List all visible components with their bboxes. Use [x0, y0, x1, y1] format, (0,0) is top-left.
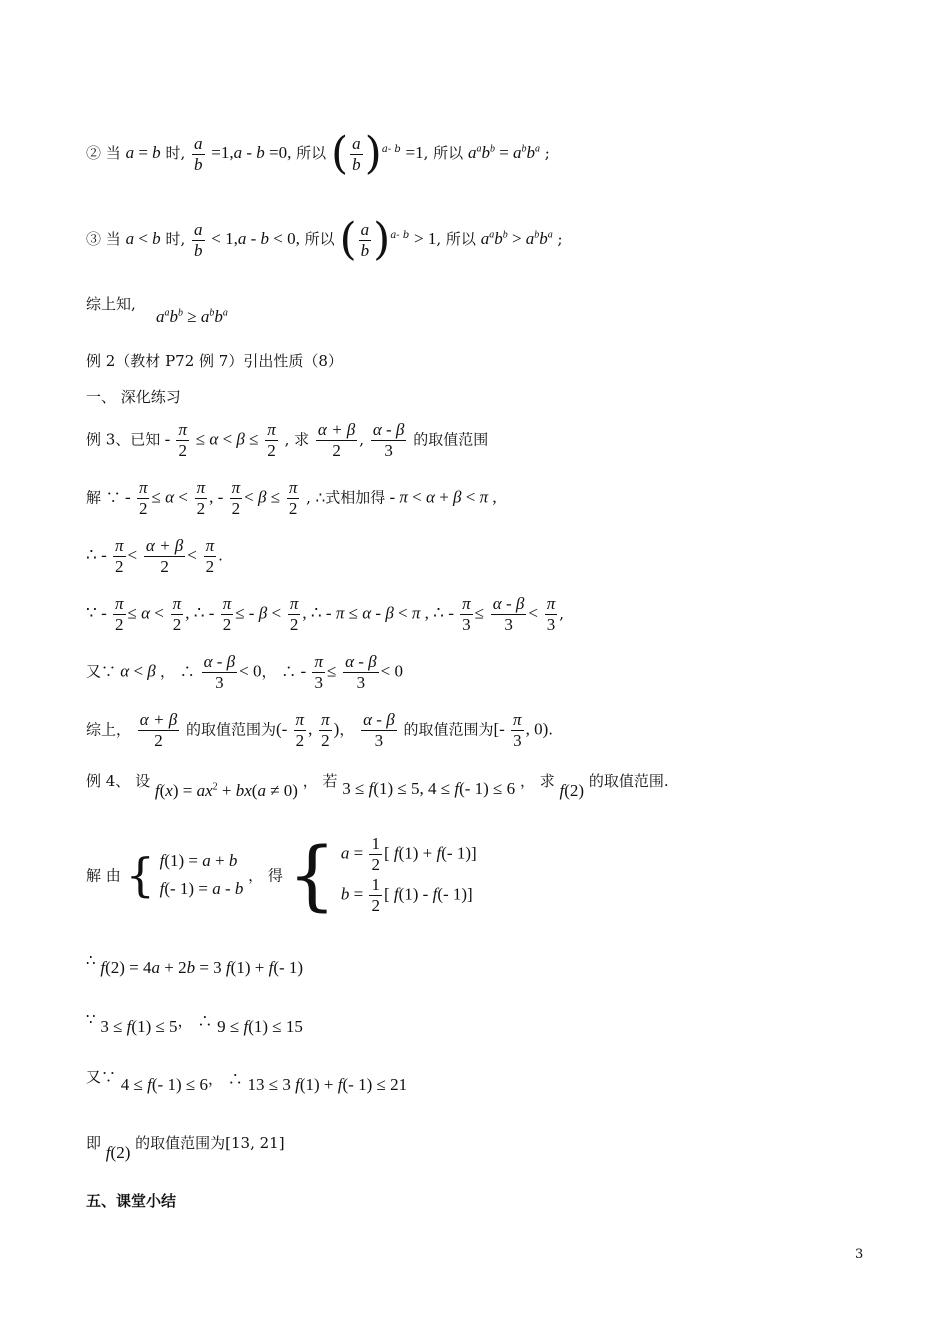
solution-4-line-1: ∴ f(2) = 4a + 2b = 3 f(1) + f(- 1): [86, 951, 304, 977]
solution-3-summary: 综上， $\frac{\alpha + \beta}{2}$ 的取值范围为(- $\frac{\pi}{2}$ , $\frac{\pi}{2}$ )， $\frac{\alpha - \beta}{3}$ 的取值范围为[- $\frac{\pi}{3}$ , 0).: [86, 710, 554, 750]
solution-3-line-4: 又∵ α < β ， ∴ $\frac{\alpha - \beta}{3}$ < 0， ∴ - $\frac{\pi}{3}$ ≤ $\frac{\alpha - \beta}{3}$ < 0: [86, 652, 403, 692]
solution-4-line-2: ∵ 3 ≤ f(1) ≤ 5， ∴ 9 ≤ f(1) ≤ 15: [86, 1010, 303, 1036]
solution-3-line-1: 解 ∵ - $\frac{\pi}{2}$ ≤ α < $\frac{\pi}{2}$ , - $\frac{\pi}{2}$ < β ≤ $\frac{\pi}{2}$ , ∴式相加得 - π < α + β < π ,: [86, 478, 497, 518]
solution-4-system: 解 由 { f(1) = a + b f(- 1) = a - b ， 得 { a = $\frac{1}{2}$ [ f(1) + f(- 1)] b = $\frac{1}{2}$ [ f(1) - f(- 1)]: [86, 830, 477, 919]
math: a: [125, 143, 135, 162]
example-2: 例 2（教材 P72 例 7）引出性质（8）: [86, 352, 343, 370]
page-number: 3: [855, 1247, 864, 1262]
section-five-heading: 五、课堂小结: [86, 1192, 177, 1210]
summary-formula: $a^ab^b \ge a^bb^a$: [156, 307, 228, 326]
section-heading: 一、 深化练习: [86, 388, 181, 406]
example-3: 例 3、已知 - $\frac{\pi}{2}$ ≤ α < β ≤ $\frac{\pi}{2}$ , 求 $\frac{\alpha + \beta}{2}$ , $\frac{\alpha - \beta}{3}$ 的取值范围: [86, 420, 489, 460]
solution-4-conclusion: 即 f(2) 的取值范围为[13, 21]: [86, 1134, 285, 1162]
case-3-line: ③ 当 a < b 时, $\frac{a}{b}$ < 1,a - b < 0, 所以 ( $\frac{a}{b}$ )$^{a- b}$ > 1, 所以 $a^ab^b > a^bb^a$ ;: [86, 214, 563, 265]
fraction: $\frac{a}{b}$: [194, 133, 203, 174]
solution-4-line-3: 又∵ 4 ≤ f(- 1) ≤ 6， ∴ 13 ≤ 3 f(1) + f(- 1) ≤ 21: [86, 1068, 408, 1094]
summary-label: 综上知,: [86, 295, 136, 313]
fraction: $\frac{a}{b}$: [360, 219, 370, 260]
example-4: 例 4、 设 $f(x) = ax^2 + bx(a \ne 0)$ ， 若 3 ≤ f(1) ≤ 5, 4 ≤ f(- 1) ≤ 6 ， 求 f(2) 的取值范围.: [86, 772, 669, 800]
solution-3-line-3: ∵ - $\frac{\pi}{2}$ ≤ α < $\frac{\pi}{2}$ , ∴ - $\frac{\pi}{2}$ ≤ - β < $\frac{\pi}{2}$ , ∴ - π ≤ α - β < π , ∴ - $\frac{\pi}{3}$ ≤ $\frac{\alpha - \beta}{3}$ < $\frac{\pi}{3}$ ,: [86, 594, 565, 634]
fraction: $\frac{a}{b}$: [194, 219, 203, 260]
text: ② 当: [86, 144, 121, 162]
fraction: $\frac{a}{b}$: [352, 133, 361, 174]
solution-3-line-2: ∴ - $\frac{\pi}{2}$ < $\frac{\alpha + \beta}{2}$ < $\frac{\pi}{2}$ .: [86, 536, 223, 576]
case-2-line: ② 当 a = b 时, $\frac{a}{b}$ =1,a - b =0, 所以 ( $\frac{a}{b}$ )$^{a- b}$ =1, 所以 $a^ab^b = a^bb^a$ ;: [86, 128, 550, 179]
